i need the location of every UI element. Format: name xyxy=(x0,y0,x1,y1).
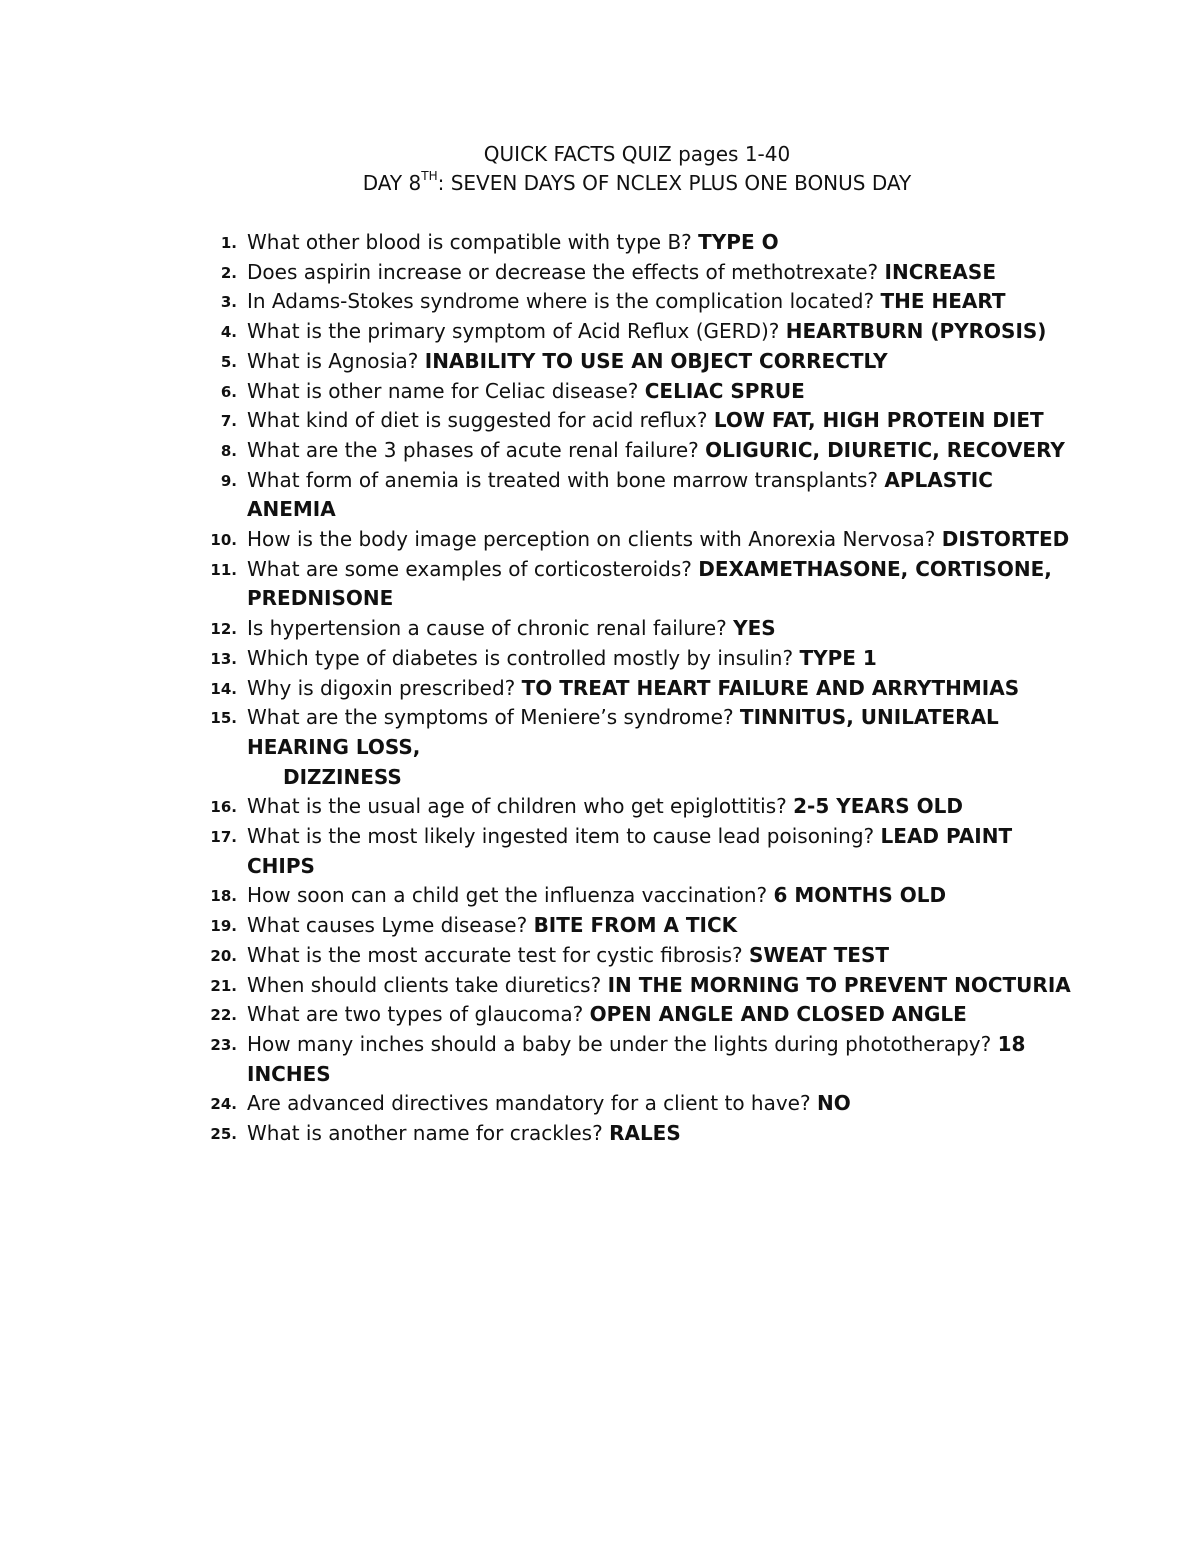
list-item xyxy=(210,644,1077,674)
title-block xyxy=(0,140,1200,198)
answer-continuation: DIZZINESS xyxy=(283,764,402,789)
question-number: 11. xyxy=(210,560,237,579)
list-item xyxy=(220,436,1077,466)
answer-text: NO xyxy=(816,1091,851,1116)
question-text: What causes Lyme disease? xyxy=(247,913,528,938)
question-number: 8. xyxy=(220,441,237,460)
list-item xyxy=(220,466,1077,525)
list-item xyxy=(210,911,1077,941)
question-text: What form of anemia is treated with bone marrow transplants? xyxy=(247,467,879,492)
subtitle-rest: : SEVEN DAYS OF NCLEX PLUS ONE BONUS DAY xyxy=(437,171,912,195)
question-text: When should clients take diuretics? xyxy=(247,972,602,997)
list-item xyxy=(220,228,1077,258)
answer-text: LEAD PAINT CHIPS xyxy=(247,824,1013,878)
question-number: 2. xyxy=(220,263,237,282)
question-number: 22. xyxy=(210,1006,237,1025)
answer-text: TYPE 1 xyxy=(799,645,877,670)
question-number: 20. xyxy=(210,946,237,965)
question-text: How soon can a child get the influenza vaccination? xyxy=(247,883,768,908)
question-number: 21. xyxy=(210,976,237,995)
question-number: 6. xyxy=(220,382,237,401)
answer-text: HEARTBURN (PYROSIS) xyxy=(785,319,1047,344)
answer-text: CELIAC SPRUE xyxy=(644,378,805,403)
question-text: In Adams-Stokes syndrome where is the complication located? xyxy=(247,289,875,314)
page-subtitle xyxy=(0,169,1200,198)
question-number: 3. xyxy=(220,293,237,312)
question-text: What are some examples of corticosteroids? xyxy=(247,556,692,581)
question-text: What is Agnosia? xyxy=(247,348,419,373)
answer-text: TO TREAT HEART FAILURE AND ARRYTHMIAS xyxy=(521,675,1020,700)
answer-text: THE HEART xyxy=(880,289,1006,314)
answer-text: DEXAMETHASONE, CORTISONE, PREDNISONE xyxy=(247,556,1052,611)
question-number: 5. xyxy=(220,352,237,371)
list-item xyxy=(220,287,1077,317)
list-item xyxy=(210,1000,1077,1030)
question-text: Why is digoxin prescribed? xyxy=(247,675,516,700)
question-number: 17. xyxy=(210,828,237,847)
list-item xyxy=(210,1089,1077,1119)
answer-text: 18 INCHES xyxy=(247,1031,1026,1086)
question-text: What is the primary symptom of Acid Reflux (GERD)? xyxy=(247,319,780,344)
question-number: 16. xyxy=(210,798,237,817)
answer-text: LOW FAT, HIGH PROTEIN DIET xyxy=(713,408,1044,433)
subtitle-superscript: TH xyxy=(421,169,438,184)
list-item xyxy=(220,347,1077,377)
question-number: 7. xyxy=(220,412,237,431)
question-number: 10. xyxy=(210,531,237,550)
question-number: 12. xyxy=(210,620,237,639)
list-item xyxy=(210,822,1077,881)
page-title: QUICK FACTS QUIZ pages 1-40 xyxy=(483,142,791,166)
answer-text: INABILITY TO USE AN OBJECT CORRECTLY xyxy=(424,348,888,373)
question-number: 19. xyxy=(210,917,237,936)
question-number: 15. xyxy=(210,709,237,728)
list-item xyxy=(220,317,1077,347)
answer-text: BITE FROM A TICK xyxy=(533,913,738,938)
answer-text: INCREASE xyxy=(884,259,996,284)
list-item xyxy=(210,1119,1077,1149)
answer-text: RALES xyxy=(609,1121,681,1146)
question-text: Which type of diabetes is controlled mostly by insulin? xyxy=(247,645,794,670)
question-text: How many inches should a baby be under the lights during phototherapy? xyxy=(247,1031,992,1056)
question-number: 24. xyxy=(210,1095,237,1114)
question-number: 25. xyxy=(210,1125,237,1144)
question-text: What are two types of glaucoma? xyxy=(247,1002,584,1027)
list-item xyxy=(220,258,1077,288)
list-item xyxy=(210,941,1077,971)
question-text: What are the symptoms of Meniere’s syndrome? xyxy=(247,705,734,730)
question-list xyxy=(210,228,1077,1149)
answer-text: OLIGURIC, DIURETIC, RECOVERY xyxy=(705,437,1065,462)
question-text: Does aspirin increase or decrease the effects of methotrexate? xyxy=(247,259,879,284)
answer-text: TYPE O xyxy=(698,230,779,254)
question-number: 9. xyxy=(220,471,237,490)
list-item xyxy=(210,792,1077,822)
question-number: 13. xyxy=(210,649,237,668)
question-text: Are advanced directives mandatory for a client to have? xyxy=(247,1091,811,1116)
answer-text: SWEAT TEST xyxy=(748,942,889,967)
question-text: What is the usual age of children who get epiglottitis? xyxy=(247,794,787,819)
question-number: 4. xyxy=(220,323,237,342)
answer-text: APLASTIC ANEMIA xyxy=(247,467,993,522)
answer-text: YES xyxy=(733,616,776,641)
answer-text: TINNITUS, UNILATERAL HEARING LOSS, xyxy=(247,705,999,759)
question-number: 18. xyxy=(210,887,237,906)
question-text: What is the most accurate test for cystic fibrosis? xyxy=(247,942,743,967)
question-number: 1. xyxy=(220,234,237,252)
answer-text: OPEN ANGLE AND CLOSED ANGLE xyxy=(589,1002,967,1027)
answer-text: DISTORTED xyxy=(941,527,1070,552)
list-item xyxy=(210,971,1077,1001)
list-item xyxy=(210,703,1077,792)
question-text: What is the most likely ingested item to cause lead poisoning? xyxy=(247,824,875,849)
question-text: What is another name for crackles? xyxy=(247,1121,603,1146)
answer-text: 6 MONTHS OLD xyxy=(773,883,947,908)
question-number: 14. xyxy=(210,679,237,698)
question-text: What are the 3 phases of acute renal failure? xyxy=(247,437,699,462)
list-item xyxy=(210,881,1077,911)
question-text: Is hypertension a cause of chronic renal failure? xyxy=(247,616,727,641)
list-item xyxy=(210,674,1077,704)
question-text: What other blood is compatible with type B? xyxy=(247,230,692,254)
answer-text: 2-5 YEARS OLD xyxy=(793,794,963,819)
list-item xyxy=(210,525,1077,555)
list-item xyxy=(220,406,1077,436)
question-text: What is other name for Celiac disease? xyxy=(247,378,639,403)
question-number: 23. xyxy=(210,1035,237,1054)
question-text: How is the body image perception on clients with Anorexia Nervosa? xyxy=(247,527,936,552)
list-item xyxy=(210,1030,1077,1089)
list-item xyxy=(210,614,1077,644)
answer-text: IN THE MORNING TO PREVENT NOCTURIA xyxy=(607,972,1071,997)
question-text: What kind of diet is suggested for acid reflux? xyxy=(247,408,708,433)
list-item xyxy=(220,377,1077,407)
list-item xyxy=(210,555,1077,614)
subtitle-day: DAY 8 xyxy=(362,171,422,195)
